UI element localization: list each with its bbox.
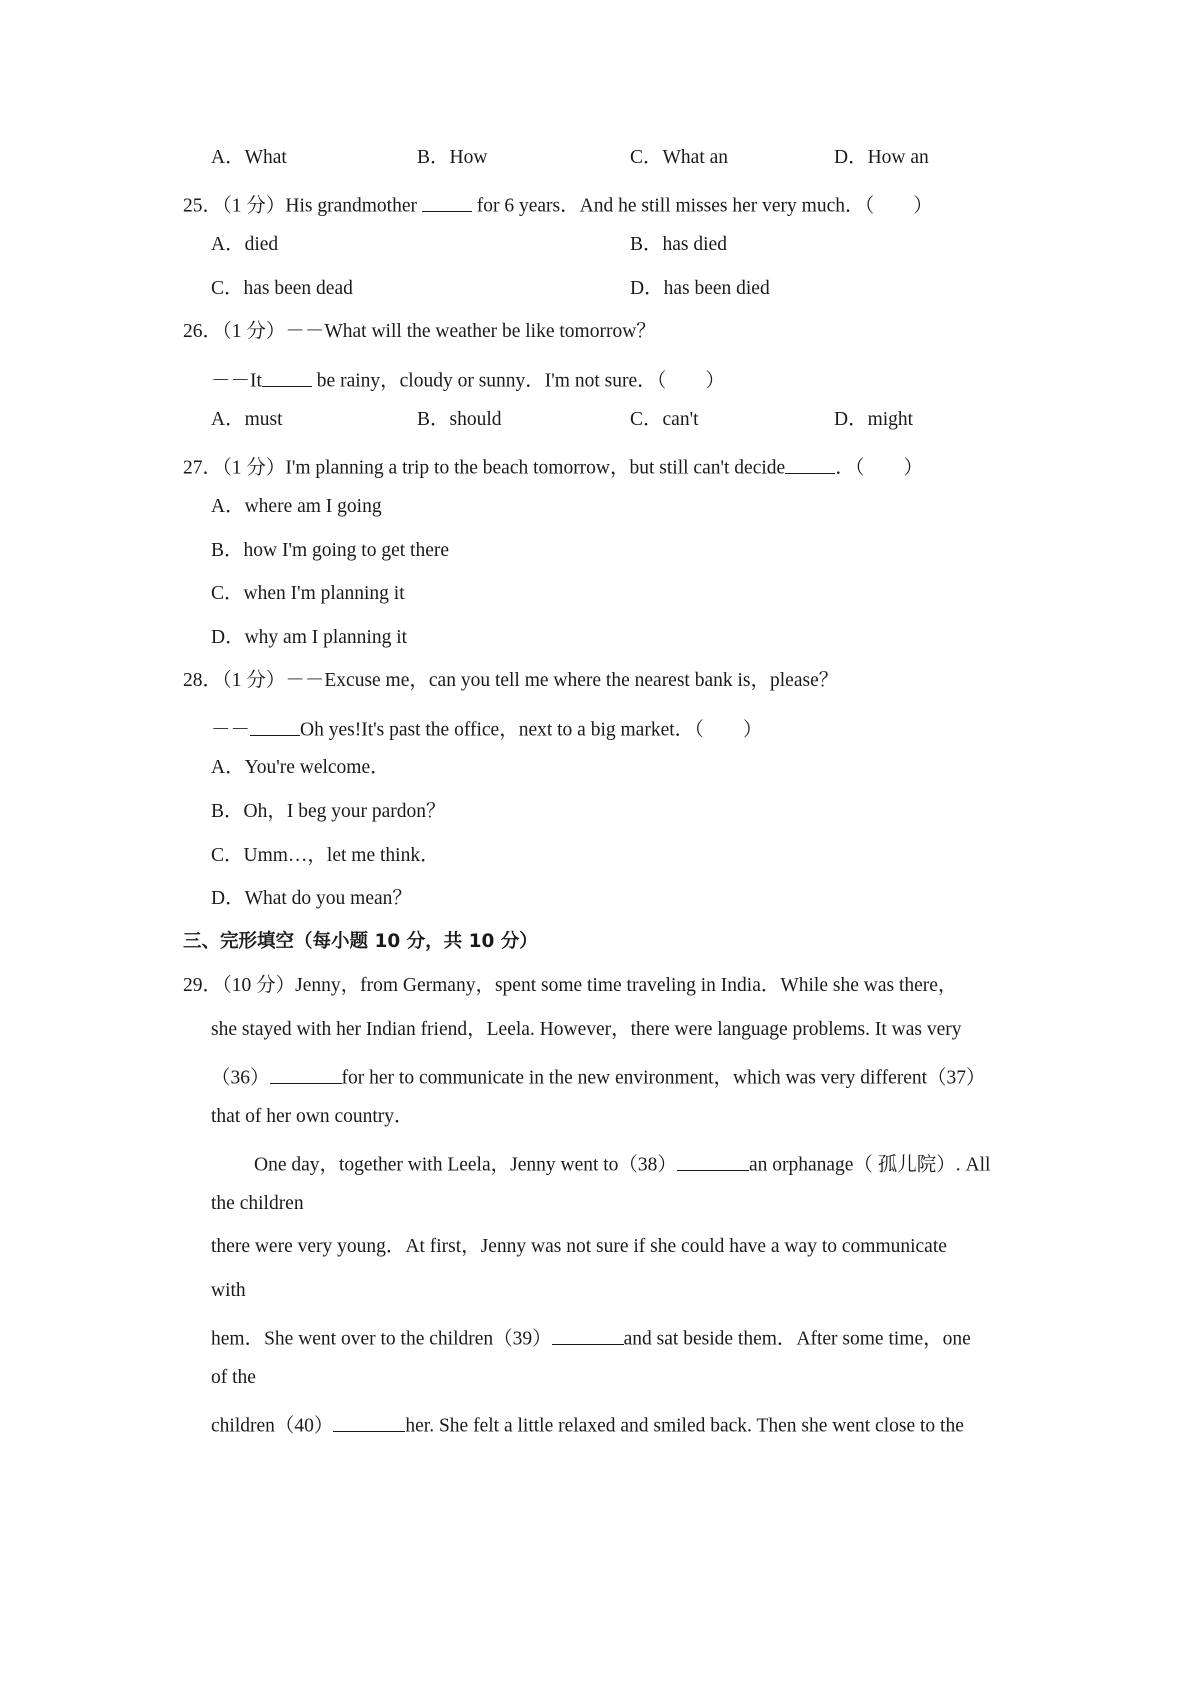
passage-text: an orphanage（ 孤儿院）. All (748, 1154, 991, 1176)
q26-option-c[interactable]: C．can't (630, 409, 699, 430)
answer-blank (785, 453, 835, 474)
q26-reply-text-b: be rainy，cloudy or sunny．I'm not sure．（ ） (311, 370, 725, 392)
passage-line (211, 1324, 971, 1349)
q27-option-c[interactable]: C．when I'm planning it (211, 583, 405, 604)
passage-text: her. She felt a little relaxed and smiled back. Then she went close to the (405, 1415, 964, 1437)
passage-line: there were very young．At first，Jenny was not sure if she could have a way to communicate (211, 1236, 947, 1257)
blank-40[interactable] (333, 1411, 405, 1432)
blank-39[interactable] (552, 1324, 624, 1345)
passage-line: 29．（10 分）Jenny，from Germany，spent some time traveling in India．While she was there， (183, 975, 958, 996)
q24-option-a[interactable]: A．What (211, 147, 287, 168)
q27-stem-text-a: 27．（1 分）I'm planning a trip to the beach tomorrow，but still can't decide (183, 457, 786, 479)
q28-option-c[interactable]: C．Umm…，let me think． (211, 845, 440, 866)
passage-text: hem．She went over to the children（39） (211, 1328, 552, 1350)
q27-stem (183, 453, 923, 478)
q25-stem-text-b: for 6 years．And he still misses her very much．（ ） (471, 195, 933, 217)
passage-line (211, 1063, 986, 1088)
q27-option-d[interactable]: D．why am I planning it (211, 627, 408, 648)
blank-38[interactable] (677, 1150, 749, 1171)
q25-option-a[interactable]: A．died (211, 234, 279, 255)
answer-blank (250, 715, 300, 736)
q28-option-b[interactable]: B．Oh，I beg your pardon？ (211, 801, 446, 822)
passage-text: children（40） (211, 1415, 334, 1437)
q28-stem: 28．（1 分）－－Excuse me，can you tell me where the nearest bank is，please？ (183, 670, 839, 691)
q25-option-b[interactable]: B．has died (630, 234, 727, 255)
q25-option-d[interactable]: D．has been died (630, 278, 770, 299)
passage-text: One day，together with Leela，Jenny went to（38） (254, 1154, 677, 1176)
q26-option-a[interactable]: A．must (211, 409, 283, 430)
q27-option-a[interactable]: A．where am I going (211, 496, 382, 517)
passage-line (254, 1150, 990, 1175)
passage-line: that of her own country． (211, 1106, 414, 1127)
passage-line (211, 1411, 964, 1436)
q26-reply-text-a: －－It (211, 370, 262, 392)
passage-line: of the (211, 1367, 256, 1388)
section-heading: 三、完形填空（每小题 10 分，共 10 分） (183, 931, 538, 952)
answer-blank (422, 191, 472, 212)
passage-line: with (211, 1280, 246, 1301)
q28-option-a[interactable]: A．You're welcome． (211, 757, 390, 778)
q26-stem: 26．（1 分）－－What will the weather be like tomorrow？ (183, 321, 656, 342)
passage-text: and sat beside them．After some time，one (623, 1328, 971, 1350)
passage-text: （36） (211, 1067, 270, 1089)
q26-dialogue-reply (211, 366, 725, 391)
q28-dialogue-reply (211, 715, 762, 740)
passage-line: the children (211, 1193, 304, 1214)
q25-stem (183, 191, 933, 216)
q27-stem-text-b: ．（ ） (835, 457, 923, 479)
q28-reply-text-b: Oh yes!It's past the office，next to a big market．（ ） (300, 719, 763, 741)
q28-option-d[interactable]: D．What do you mean？ (211, 888, 412, 909)
passage-line: she stayed with her Indian friend，Leela. However，there were language problems. It was very (211, 1019, 962, 1040)
q24-option-b[interactable]: B．How (417, 147, 488, 168)
q25-option-c[interactable]: C．has been dead (211, 278, 353, 299)
q28-reply-text-a: －－ (211, 719, 251, 741)
q25-stem-text-a: 25．（1 分）His grandmother (183, 195, 422, 217)
q24-option-d[interactable]: D．How an (834, 147, 929, 168)
q26-option-b[interactable]: B．should (417, 409, 502, 430)
q24-option-c[interactable]: C．What an (630, 147, 729, 168)
answer-blank (262, 366, 312, 387)
passage-text: for her to communicate in the new environment，which was very different（37） (341, 1067, 986, 1089)
q27-option-b[interactable]: B．how I'm going to get there (211, 540, 450, 561)
q26-option-d[interactable]: D．might (834, 409, 914, 430)
blank-36[interactable] (270, 1063, 342, 1084)
